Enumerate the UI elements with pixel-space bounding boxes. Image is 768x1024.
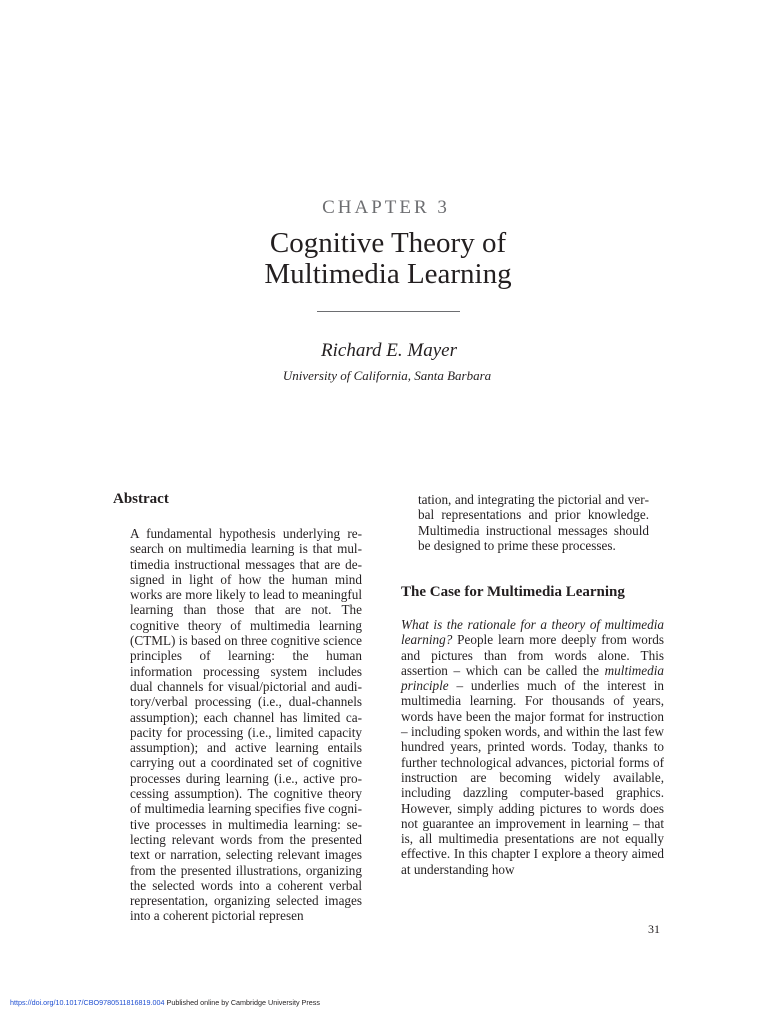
chapter-label: CHAPTER 3 xyxy=(322,197,450,218)
section-body-part-2: – underlies much of the interest in multimedia learning. For thousands of years, words have been the major format for instruction – including spoken words, and within the last few hundred years, printed words. Today, thanks to further technological advances, pictorial forms of instruction are becoming widely available, including dazzling computer-based graphics. However, simply adding pictures to words does not guarantee an improvement in learning – that is, all multimedia presentations are not equally effective. In this chapter I explore a theory aimed at understanding how xyxy=(401,678,664,877)
rationale-question: What is the rationale for a theory of multimedia learning? xyxy=(401,617,664,648)
page-number: 31 xyxy=(648,922,660,936)
section-body-part-1: People learn more deeply from words and pictures than from words alone. This assertion – which can be called the xyxy=(401,632,664,678)
footer xyxy=(10,998,320,1007)
abstract-continuation: tation, and integrating the pictorial and verbal representations and prior knowledge. Multimedia instructional messages should be designed to prime these processes. xyxy=(418,492,649,553)
chapter-title xyxy=(0,228,768,290)
published-note: Published online by Cambridge University Press xyxy=(164,998,320,1007)
author-name: Richard E. Mayer xyxy=(321,340,457,361)
chapter-title-line-1: Cognitive Theory of xyxy=(269,227,507,259)
title-divider xyxy=(317,311,460,312)
doi-link[interactable]: https://doi.org/10.1017/CBO9780511816819.004 xyxy=(10,998,165,1007)
multimedia-principle-term: multimedia principle xyxy=(401,662,664,694)
chapter-title-line-2: Multimedia Learning xyxy=(264,258,512,290)
section-heading: The Case for Multimedia Learning xyxy=(401,584,625,600)
abstract-text: A fundamental hypothesis underlying research on multimedia learning is that multimedia instructional messages that are designed in light of how the human mind works are more likely to lead to meaningful learning than those that are not. The cognitive theory of multimedia learning (CTML) is based on three cognitive science principles of learning: the human information processing system includes dual channels for visual/pictorial and auditory/verbal processing (i.e., dual-channels assumption); each channel has limited capacity for processing (i.e., limited capacity assumption); and active learning entails carrying out a coordinated set of cognitive processes during learning (i.e., active processing assumption). The cognitive theory of multimedia learning specifies five cognitive processes in multimedia learning: selecting relevant words from the presented text or narration, selecting relevant images from the presented illustrations, organizing the selected words into a coherent verbal representation, organizing selected images into a coherent pictorial represen xyxy=(130,526,362,924)
abstract-heading: Abstract xyxy=(113,491,169,507)
author-affiliation: University of California, Santa Barbara xyxy=(282,368,492,383)
section-body xyxy=(401,617,664,877)
